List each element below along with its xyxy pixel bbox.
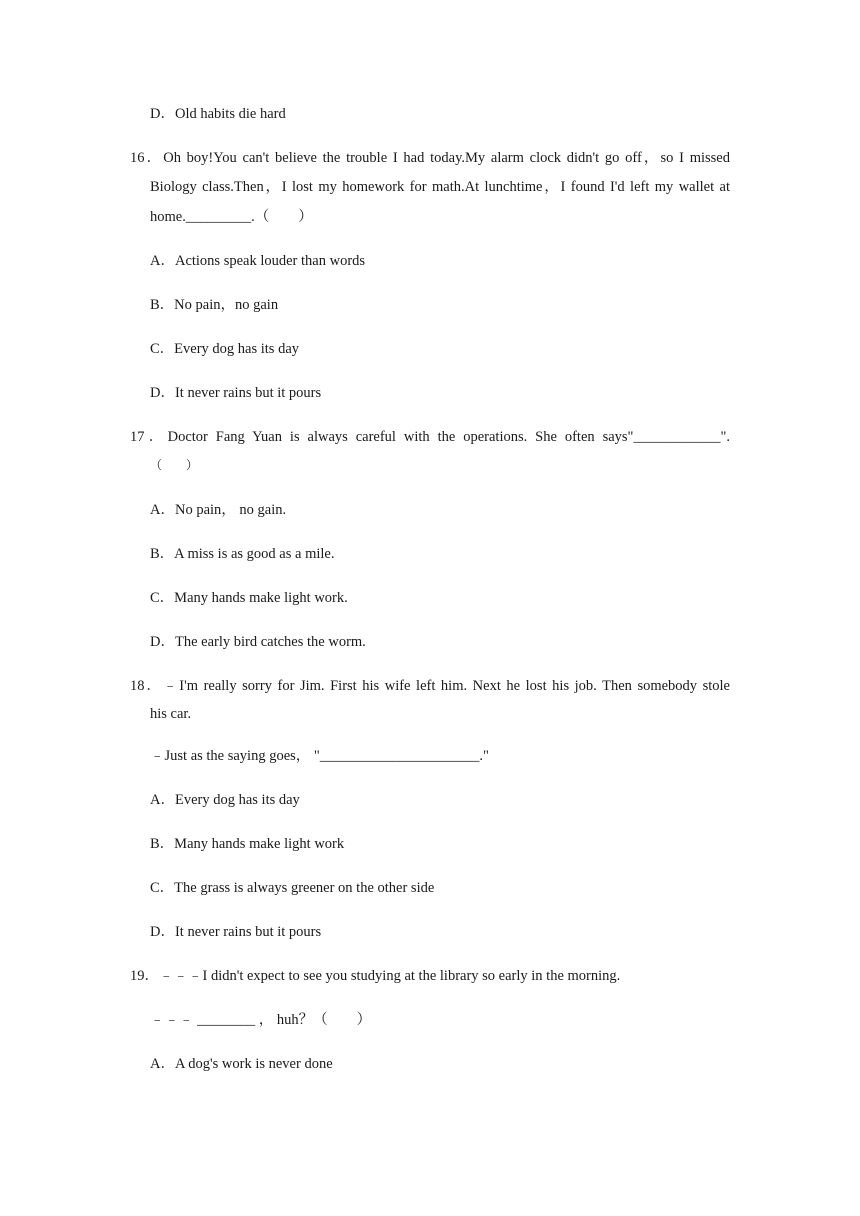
question-16-stem-line-1: 16．Oh boy!You can't believe the trouble I had today.My alarm clock didn't go off，so I missed <box>130 150 730 166</box>
question-17-stem-line-1: 17．Doctor Fang Yuan is always careful with the operations. She often says"____________". <box>130 429 730 445</box>
question-16-option-c: C．Every dog has its day <box>150 341 300 357</box>
question-18-stem-line-1: 18．﹣I'm really sorry for Jim. First his wife left him. Next he lost his job. Then somebody stole <box>130 678 730 694</box>
question-18-option-d: D．It never rains but it pours <box>150 924 322 940</box>
question-18-option-a: A．Every dog has its day <box>150 792 300 808</box>
question-18-stem-line-2: his car. <box>150 706 192 722</box>
question-19-stem-line-2: ﹣﹣﹣ ________ ， huh？（ ） <box>150 1012 372 1028</box>
question-19-stem-line-1: 19．﹣﹣﹣I didn't expect to see you studying at the library so early in the morning. <box>130 968 621 984</box>
question-16-option-d: D．It never rains but it pours <box>150 385 322 401</box>
question-17-option-c: C．Many hands make light work. <box>150 590 348 606</box>
question-18-option-c: C．The grass is always greener on the other side <box>150 880 435 896</box>
question-16-option-a: A．Actions speak louder than words <box>150 253 366 269</box>
question-17-option-a: A．No pain， no gain. <box>150 502 287 518</box>
question-17-stem-line-2: （ ） <box>150 458 199 472</box>
question-17-option-d: D．The early bird catches the worm. <box>150 634 366 650</box>
question-15-option-d: D．Old habits die hard <box>150 106 286 122</box>
question-19-option-a: A．A dog's work is never done <box>150 1056 333 1072</box>
question-16-stem-line-2: Biology class.Then，I lost my homework for math.At lunchtime，I found I'd left my wallet at <box>150 179 730 195</box>
question-16-option-b: B．No pain，no gain <box>150 297 279 313</box>
question-17-option-b: B．A miss is as good as a mile. <box>150 546 335 562</box>
question-18-option-b: B．Many hands make light work <box>150 836 345 852</box>
question-18-stem-line-3: ﹣Just as the saying goes， "______________________." <box>150 748 489 764</box>
question-16-stem-line-3: home._________.（ ） <box>150 209 313 225</box>
